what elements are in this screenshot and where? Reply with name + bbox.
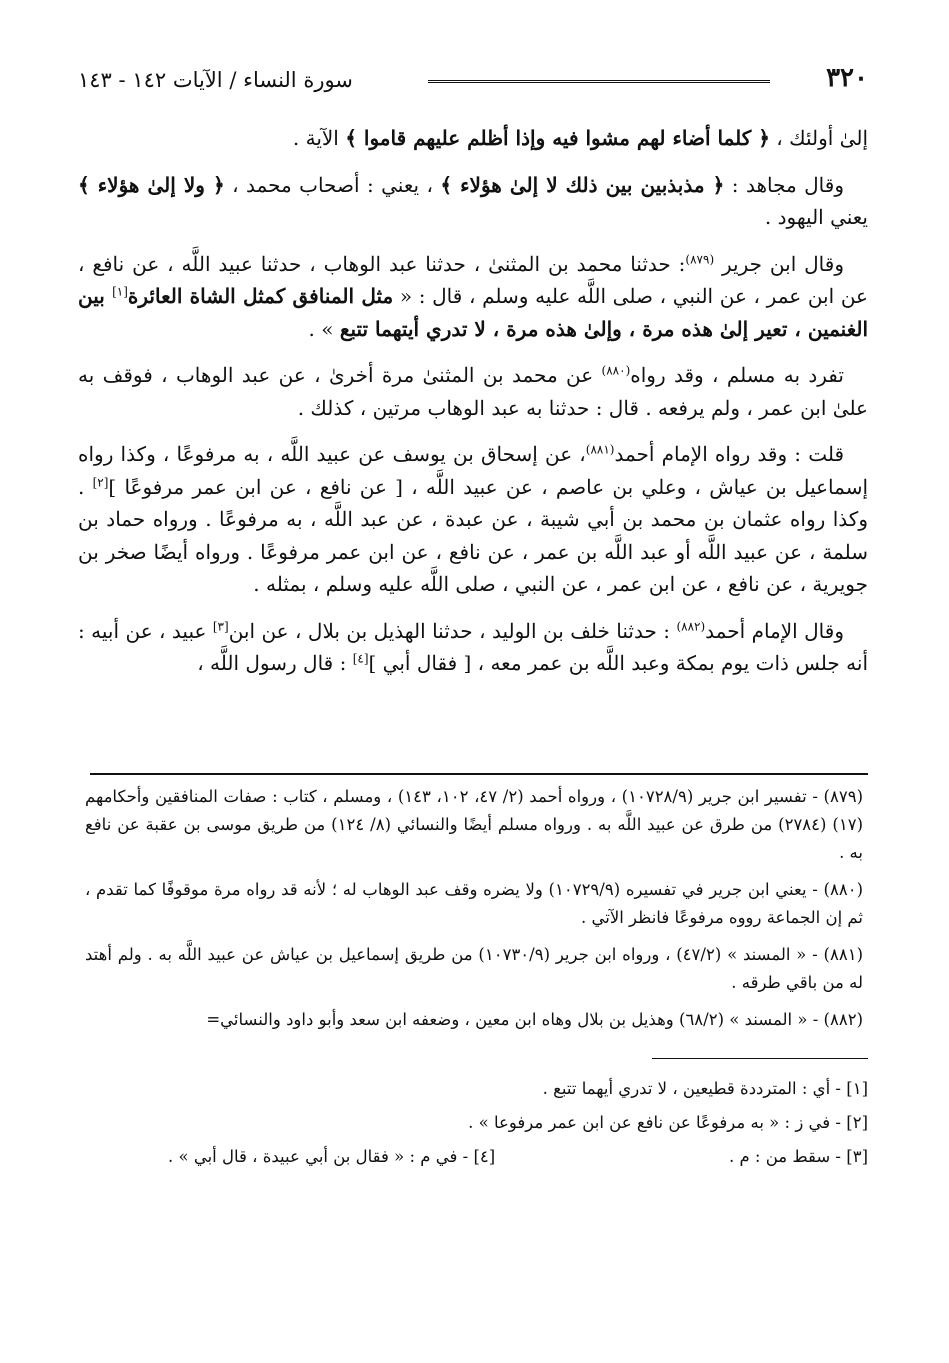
paragraph-2 — [78, 169, 868, 234]
text-segment: عبيد ، عن أبيه : أنه جلس ذات يوم بمكة وعبد اللَّه بن عمر معه ، [ فقال أبي ] — [78, 618, 868, 675]
editor-note-2: [٢] - في ز : « به مرفوعًا عن نافع عن ابن عمر مرفوعا » . — [468, 1113, 868, 1132]
editor-note-1: [١] - أي : المترددة قطيعين ، لا تدري أيهما تتبع . — [542, 1079, 868, 1098]
quran-verse: ﴿ مذبذبين بين ذلك لا إلىٰ هؤلاء ﴾ — [440, 172, 725, 197]
text-segment: وقال الإمام أحمد — [705, 618, 844, 643]
page-header — [78, 58, 868, 102]
text-segment: الآية . — [292, 126, 346, 150]
footnotes — [85, 783, 863, 1043]
footnote-881: (٨٨١) - « المسند » (٤٧/٢) ، ورواه ابن جرير (١٠٧٣٠/٩) من طريق إسماعيل بن عياش عن عبيد اللَّه به . ولم أهتد له من باقي طرقه . — [85, 945, 864, 992]
text-segment: . وكذا رواه عثمان بن محمد بن أبي شيبة ، عن عبدة ، عن عبد اللَّه ، به مرفوعًا . ورواه حماد بن سلمة ، عن عبيد اللَّه أو عبد اللَّه بن عمر ، عن نافع ، عن ابن عمر مرفوعًا . ورواه أيضًا صخر بن جويرية ، عن نافع ، عن ابن عمر ، عن النبي ، صلى اللَّه عليه وسلم ، بمثله . — [78, 474, 868, 596]
footnote-ref-881[interactable]: (٨٨١) — [585, 442, 615, 457]
footnote-ref-882[interactable]: (٨٨٢) — [676, 618, 706, 633]
editor-note-ref-2[interactable]: [٢] — [92, 474, 109, 489]
main-text — [78, 122, 868, 694]
footnote-ref-880[interactable]: (٨٨٠) — [601, 363, 631, 378]
footnote-879: (٨٧٩) - تفسير ابن جرير (١٠٧٢٨/٩) ، ورواه أحمد (٢/ ٤٧، ١٠٢، ١٤٣) ، ومسلم ، كتاب : صفات المنافقين وأحكامهم (١٧) (٢٧٨٤) من طرق عن عبيد اللَّه به . ورواه مسلم أيضًا والنسائي (٨/ ١٢٤) من طريق موسى بن عقبة عن نافع به . — [85, 787, 863, 862]
hadith-text: بين الغنمين ، تعير إلىٰ هذه مرة ، وإلىٰ هذه مرة ، لا تدري أيتهما تتبع — [78, 284, 868, 341]
editor-note-4: [٤] - في م : « فقال بن أبي عبيدة ، قال أبي » . — [168, 1147, 496, 1166]
footnote-880: (٨٨٠) - يعني ابن جرير في تفسيره (١٠٧٢٩/٩) ولا يضره وقف عبد الوهاب له ؛ لأنه قد رواه مرة موقوفًا كما تقدم ، ثم إن الجماعة رووه مرفوعًا فانظر الآتي . — [85, 880, 863, 927]
text-segment: : حدثنا خلف بن الوليد ، حدثنا الهذيل بن بلال ، عن ابن — [228, 618, 677, 643]
text-segment: ، يعني : أصحاب محمد ، — [224, 172, 441, 197]
text-segment: إلىٰ أولئك ، — [769, 126, 868, 150]
paragraph-5 — [78, 438, 868, 601]
paragraph-3 — [78, 248, 868, 346]
text-segment: : قال رسول اللَّه ، — [197, 651, 353, 675]
quran-verse: ﴿ كلما أضاء لهم مشوا فيه وإذا أظلم عليهم قاموا ﴾ — [345, 126, 770, 150]
hadith-text: مثل المنافق كمثل الشاة العائرة — [127, 284, 394, 308]
paragraph-1 — [78, 122, 868, 155]
editor-notes-rule — [652, 1058, 868, 1059]
footnote-882: (٨٨٢) - « المسند » (٦٨/٢) وهذيل بن بلال وهاه ابن معين ، وضعفه ابن سعد وأبو داود والنسائي= — [206, 1010, 863, 1029]
editor-note-ref-3[interactable]: [٣] — [212, 618, 229, 633]
text-segment: : حدثنا محمد بن المثنىٰ ، حدثنا عبد الوهاب ، حدثنا عبيد اللَّه ، عن نافع ، عن ابن عمر ، عن النبي ، صلى اللَّه عليه وسلم ، قال : « — [78, 251, 868, 308]
text-segment: ، عن إسحاق بن يوسف عن عبيد اللَّه ، به مرفوعًا ، وكذا رواه إسماعيل بن عياش ، وعلي بن عاصم ، عن عبيد اللَّه ، [ عن نافع ، عن ابن عمر مرفوعًا ] — [78, 442, 869, 499]
text-segment: عن محمد بن المثنىٰ مرة أخرىٰ ، عن عبد الوهاب ، فوقف به علىٰ ابن عمر ، ولم يرفعه . قال : حدثنا به عبد الوهاب مرتين ، كذلك . — [78, 363, 868, 420]
editor-notes — [90, 1072, 868, 1174]
text-segment: وقال مجاهد : — [724, 172, 844, 197]
editor-note-ref-1[interactable]: [١] — [112, 284, 128, 299]
footnotes-rule — [90, 773, 868, 775]
text-segment: » . — [308, 316, 340, 341]
page-number: ٣٢٠ — [826, 63, 868, 93]
text-segment: تفرد به مسلم ، وقد رواه — [630, 363, 844, 387]
editor-note-3: [٣] - سقط من : م . — [728, 1147, 868, 1166]
footnote-ref-879[interactable]: (٨٧٩) — [685, 251, 715, 266]
editor-notes-row — [168, 1140, 868, 1174]
header-rule — [428, 80, 770, 83]
text-segment: قلت : وقد رواه الإمام أحمد — [614, 442, 845, 466]
running-title: سورة النساء / الآيات ١٤٢ - ١٤٣ — [78, 68, 353, 92]
text-segment: وقال ابن جرير — [714, 251, 844, 276]
editor-note-ref-4[interactable]: [٤] — [352, 651, 369, 666]
paragraph-4 — [78, 359, 868, 424]
quran-verse: ﴿ ولا إلىٰ هؤلاء ﴾ — [78, 172, 225, 197]
paragraph-6 — [78, 615, 868, 680]
text-segment: يعني اليهود . — [764, 205, 868, 229]
